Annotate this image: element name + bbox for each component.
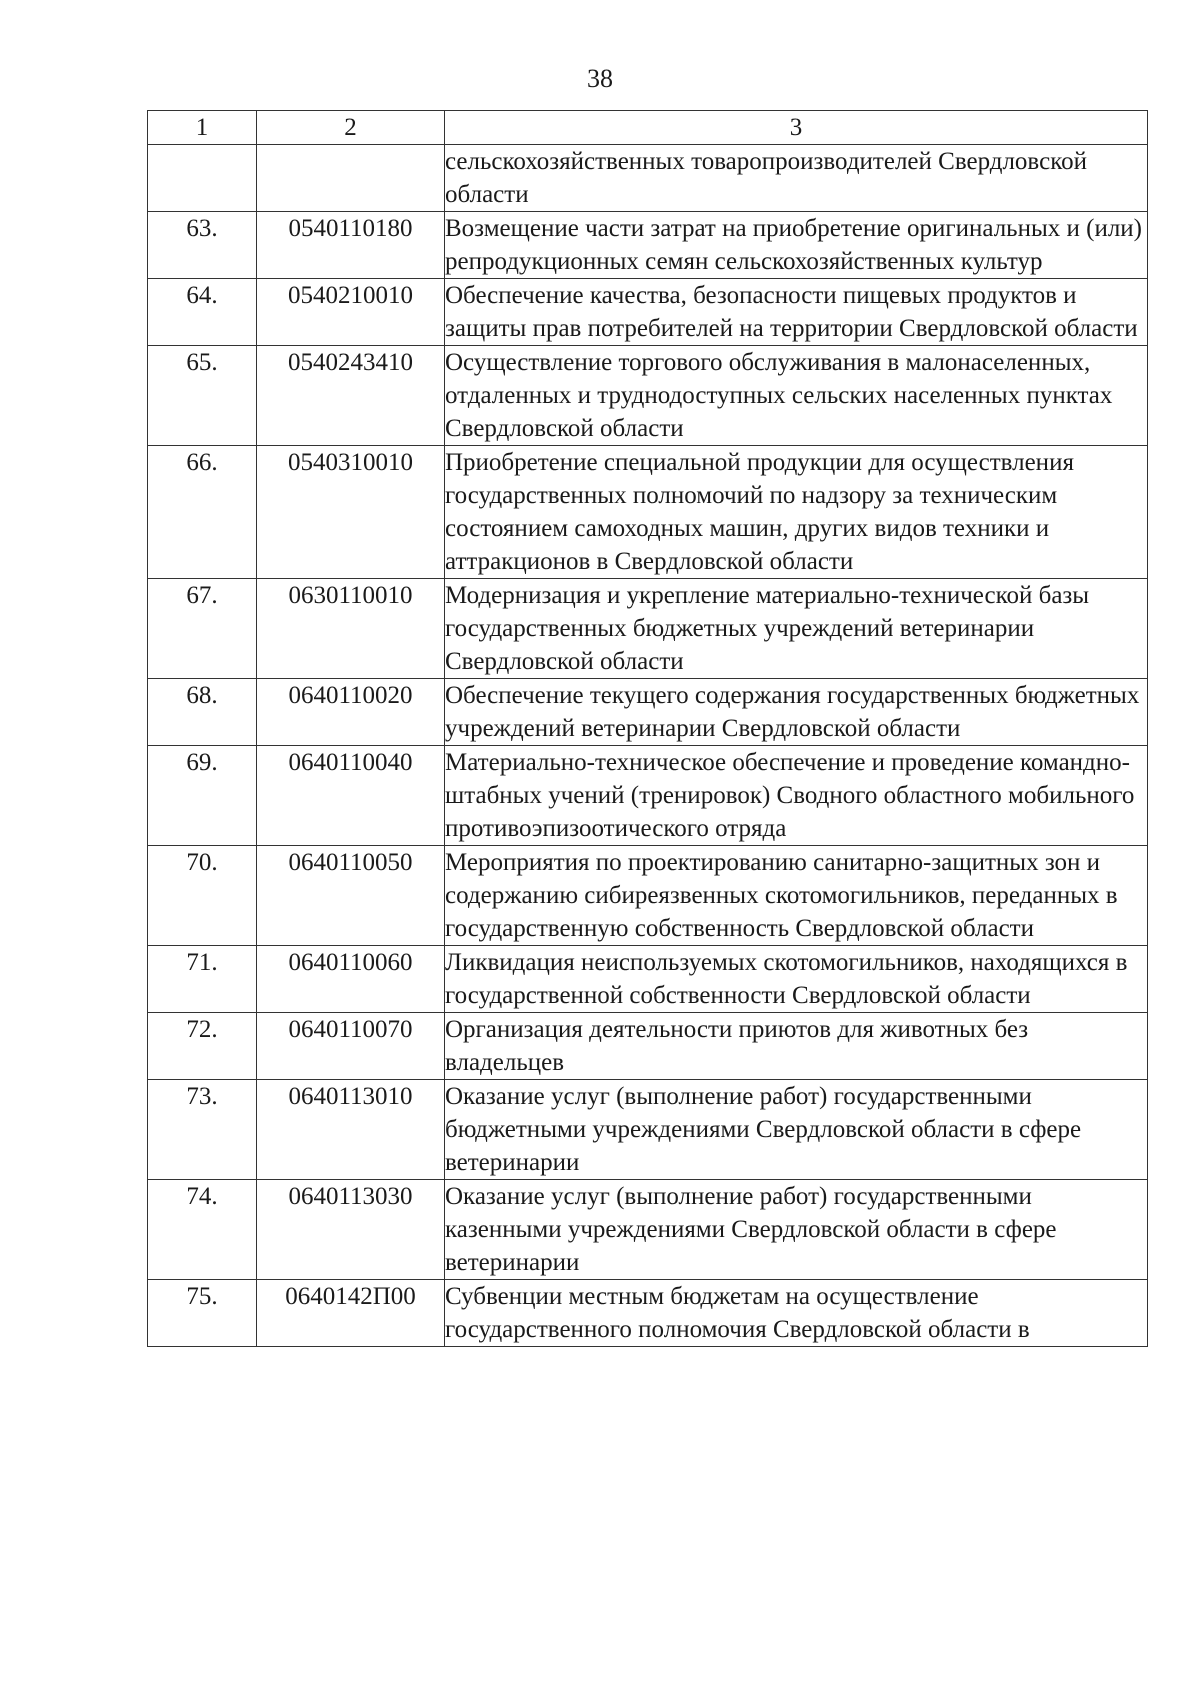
row-code: 0540243410 xyxy=(257,346,445,446)
row-number: 72. xyxy=(148,1013,257,1080)
table-row xyxy=(148,579,1148,679)
table-row xyxy=(148,1080,1148,1180)
row-description: Оказание услуг (выполнение работ) государственными казенными учреждениями Свердловской области в сфере ветеринарии xyxy=(445,1180,1148,1280)
row-number: 74. xyxy=(148,1180,257,1280)
table-row xyxy=(148,346,1148,446)
row-code: 0540210010 xyxy=(257,279,445,346)
row-number: 73. xyxy=(148,1080,257,1180)
table-row xyxy=(148,1180,1148,1280)
table-row xyxy=(148,679,1148,746)
row-description: Мероприятия по проектированию санитарно-защитных зон и содержанию сибиреязвенных скотомогильников, переданных в государственную собственность Свердловской области xyxy=(445,846,1148,946)
row-code: 0640110050 xyxy=(257,846,445,946)
table-row xyxy=(148,1013,1148,1080)
row-number: 67. xyxy=(148,579,257,679)
row-description: Оказание услуг (выполнение работ) государственными бюджетными учреждениями Свердловской области в сфере ветеринарии xyxy=(445,1080,1148,1180)
row-description: сельскохозяйственных товаропроизводителей Свердловской области xyxy=(445,145,1148,212)
row-description: Обеспечение качества, безопасности пищевых продуктов и защиты прав потребителей на территории Свердловской области xyxy=(445,279,1148,346)
table-row xyxy=(148,279,1148,346)
row-code: 0630110010 xyxy=(257,579,445,679)
table-header-row xyxy=(148,111,1148,145)
row-description: Приобретение специальной продукции для осуществления государственных полномочий по надзору за техническим состоянием самоходных машин, других видов техники и аттракционов в Свердловской области xyxy=(445,446,1148,579)
row-description: Субвенции местным бюджетам на осуществление государственного полномочия Свердловской области в xyxy=(445,1280,1148,1347)
row-number: 63. xyxy=(148,212,257,279)
row-code: 0640142П00 xyxy=(257,1280,445,1347)
row-number xyxy=(148,145,257,212)
row-code: 0640113030 xyxy=(257,1180,445,1280)
row-description: Осуществление торгового обслуживания в малонаселенных, отдаленных и труднодоступных сельских населенных пунктах Свердловской области xyxy=(445,346,1148,446)
row-description: Материально-техническое обеспечение и проведение командно-штабных учений (тренировок) Сводного областного мобильного противоэпизоотического отряда xyxy=(445,746,1148,846)
row-number: 69. xyxy=(148,746,257,846)
row-number: 70. xyxy=(148,846,257,946)
table-row xyxy=(148,746,1148,846)
row-code: 0640110070 xyxy=(257,1013,445,1080)
table-row xyxy=(148,212,1148,279)
row-code xyxy=(257,145,445,212)
table-row xyxy=(148,846,1148,946)
budget-classification-table xyxy=(147,110,1148,1347)
header-col-2: 2 xyxy=(257,111,445,145)
row-code: 0640110020 xyxy=(257,679,445,746)
row-description: Ликвидация неиспользуемых скотомогильников, находящихся в государственной собственности Свердловской области xyxy=(445,946,1148,1013)
row-description: Возмещение части затрат на приобретение оригинальных и (или) репродукционных семян сельскохозяйственных культур xyxy=(445,212,1148,279)
row-number: 64. xyxy=(148,279,257,346)
row-code: 0640110060 xyxy=(257,946,445,1013)
table-row xyxy=(148,946,1148,1013)
table-row xyxy=(148,1280,1148,1347)
row-description: Модернизация и укрепление материально-технической базы государственных бюджетных учреждений ветеринарии Свердловской области xyxy=(445,579,1148,679)
row-number: 66. xyxy=(148,446,257,579)
row-code: 0640113010 xyxy=(257,1080,445,1180)
header-col-1: 1 xyxy=(148,111,257,145)
row-number: 71. xyxy=(148,946,257,1013)
table-row xyxy=(148,446,1148,579)
row-number: 75. xyxy=(148,1280,257,1347)
row-description: Организация деятельности приютов для животных без владельцев xyxy=(445,1013,1148,1080)
row-number: 65. xyxy=(148,346,257,446)
row-number: 68. xyxy=(148,679,257,746)
row-code: 0640110040 xyxy=(257,746,445,846)
row-code: 0540110180 xyxy=(257,212,445,279)
row-description: Обеспечение текущего содержания государственных бюджетных учреждений ветеринарии Свердловской области xyxy=(445,679,1148,746)
page-number: 38 xyxy=(587,64,613,93)
table-row xyxy=(148,145,1148,212)
row-code: 0540310010 xyxy=(257,446,445,579)
header-col-3: 3 xyxy=(445,111,1148,145)
